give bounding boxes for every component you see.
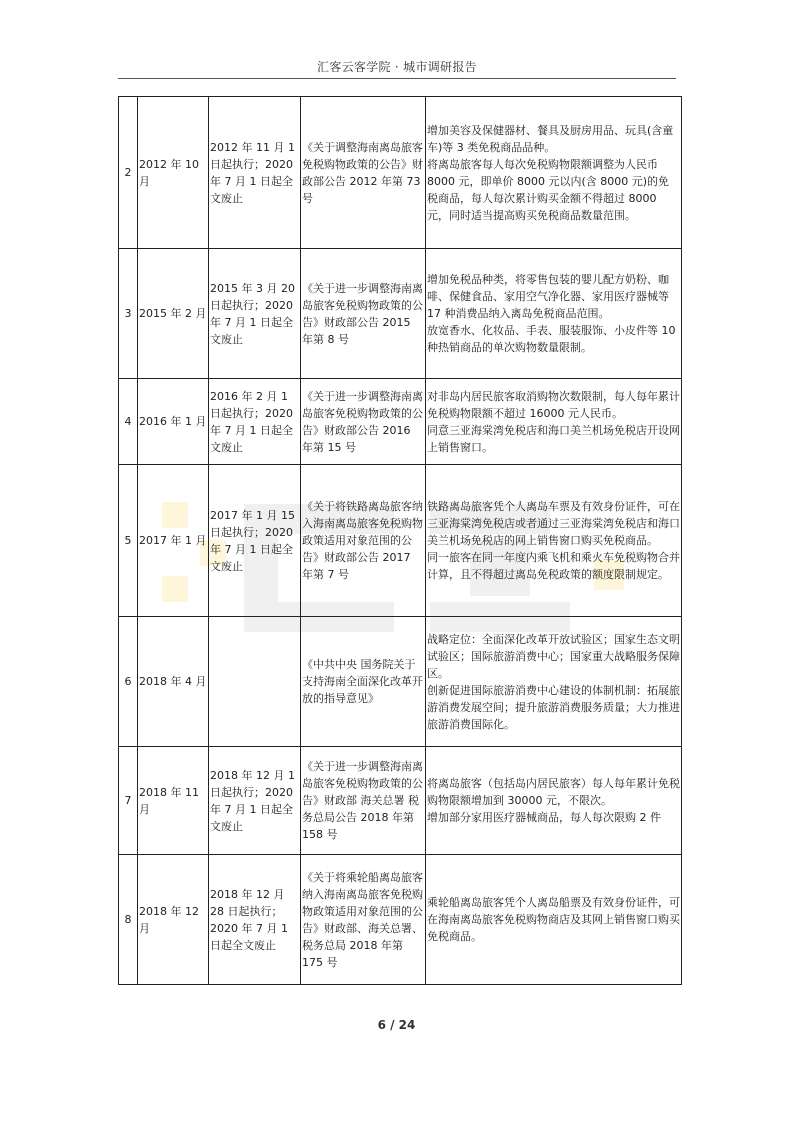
policy-document: 《中共中央 国务院关于支持海南全面深化改革开放的指导意见》 (301, 617, 426, 747)
content-paragraph: 对非岛内居民旅客取消购物次数限制，每人每年累计免税购物限额不超过 16000 元人民币。 (427, 389, 680, 420)
page-number: 6 / 24 (377, 1018, 416, 1032)
policy-document: 《关于将乘轮船离岛旅客纳入海南离岛旅客免税购物政策适用对象范围的公告》财政部、海关总署、税务总局 2018 年第 175 号 (301, 855, 426, 985)
release-date: 2018 年 4 月 (138, 617, 209, 747)
table-row (119, 465, 682, 617)
content-paragraph: 增加免税品种类，将零售包装的婴儿配方奶粉、咖啡、保健食品、家用空气净化器、家用医疗器械等 17 种消费品纳入离岛免税商品范围。 (427, 273, 669, 320)
effective-period (209, 617, 301, 747)
policy-content (426, 249, 682, 379)
content-paragraph: 同一旅客在同一年度内乘飞机和乘火车免税购物合并计算，且不得超过离岛免税政策的额度限制规定。 (427, 551, 680, 581)
release-date: 2018 年 11 月 (138, 747, 209, 855)
content-paragraph: 同意三亚海棠湾免税店和海口美兰机场免税店开设网上销售窗口。 (427, 423, 680, 454)
effective-period: 2015 年 3 月 20 日起执行；2020 年 7 月 1 日起全文废止 (209, 249, 301, 379)
row-index: 4 (119, 379, 138, 465)
effective-period: 2017 年 1 月 15 日起执行；2020 年 7 月 1 日起全文废止 (209, 465, 301, 617)
release-date: 2018 年 12 月 (138, 855, 209, 985)
policy-document: 《关于进一步调整海南离岛旅客免税购物政策的公告》财政部公告 2015 年第 8 号 (301, 249, 426, 379)
content-paragraph: 增加美容及保健器材、餐具及厨房用品、玩具(含童车)等 3 类免税商品品种。 (427, 123, 674, 154)
row-index: 7 (119, 747, 138, 855)
content-paragraph: 增加部分家用医疗器械商品，每人每次限购 2 件 (427, 811, 661, 824)
table-row (119, 747, 682, 855)
policy-document: 《关于调整海南离岛旅客免税购物政策的公告》财政部公告 2012 年第 73 号 (301, 97, 426, 249)
policy-table (118, 96, 682, 985)
content-paragraph: 将离岛旅客（包括岛内居民旅客）每人每年累计免税购物限额增加到 30000 元，不限次。 (427, 777, 680, 807)
policy-content (426, 379, 682, 465)
row-index: 3 (119, 249, 138, 379)
policy-content (426, 855, 682, 985)
content-paragraph: 创新促进国际旅游消费中心建设的体制机制：拓展旅游消费发展空间；提升旅游消费服务质量；大力推进旅游消费国际化。 (427, 683, 680, 731)
policy-content (426, 465, 682, 617)
release-date: 2015 年 2 月 (138, 249, 209, 379)
row-index: 8 (119, 855, 138, 985)
page-header-title: 汇客云客学院 · 城市调研报告 (317, 60, 477, 74)
content-paragraph: 放宽香水、化妆品、手表、服装服饰、小皮件等 10 种热销商品的单次购物数量限制。 (427, 324, 676, 354)
policy-content (426, 747, 682, 855)
policy-document: 《关于进一步调整海南离岛旅客免税购物政策的公告》财政部 海关总署 税务总局公告 2018 年第 158 号 (301, 747, 426, 855)
release-date: 2016 年 1 月 (138, 379, 209, 465)
content-paragraph: 将离岛旅客每人每次免税购物限额调整为人民币 8000 元，即单价 8000 元以内(含 8000 元)的免税商品，每人每次累计购买金额不得超过 8000 元，同时适当提高购买免税商品数量范围。 (427, 157, 670, 222)
release-date: 2012 年 10 月 (138, 97, 209, 249)
effective-period: 2016 年 2 月 1 日起执行；2020 年 7 月 1 日起全文废止 (209, 379, 301, 465)
effective-period: 2012 年 11 月 1 日起执行；2020 年 7 月 1 日起全文废止 (209, 97, 301, 249)
table-row (119, 249, 682, 379)
release-date: 2017 年 1 月 (138, 465, 209, 617)
table-row (119, 379, 682, 465)
policy-document: 《关于进一步调整海南离岛旅客免税购物政策的公告》财政部公告 2016 年第 15 号 (301, 379, 426, 465)
effective-period: 2018 年 12 月 28 日起执行；2020 年 7 月 1 日起全文废止 (209, 855, 301, 985)
policy-content (426, 97, 682, 249)
header-divider (118, 78, 676, 79)
content-paragraph: 铁路离岛旅客凭个人离岛车票及有效身份证件，可在三亚海棠湾免税店或者通过三亚海棠湾免税店和海口美兰机场免税店的网上销售窗口购买免税商品。 (427, 500, 680, 547)
content-paragraph: 乘轮船离岛旅客凭个人离岛船票及有效身份证件，可在海南离岛旅客免税购物商店及其网上销售窗口购买免税商品。 (427, 896, 680, 943)
row-index: 5 (119, 465, 138, 617)
table-row (119, 97, 682, 249)
row-index: 2 (119, 97, 138, 249)
table-row (119, 855, 682, 985)
policy-document: 《关于将铁路离岛旅客纳入海南离岛旅客免税购物政策适用对象范围的公告》财政部公告 2017 年第 7 号 (301, 465, 426, 617)
effective-period: 2018 年 12 月 1 日起执行；2020 年 7 月 1 日起全文废止 (209, 747, 301, 855)
table-row (119, 617, 682, 747)
content-paragraph: 战略定位：全面深化改革开放试验区；国家生态文明试验区；国际旅游消费中心；国家重大战略服务保障区。 (427, 632, 680, 680)
row-index: 6 (119, 617, 138, 747)
policy-content (426, 617, 682, 747)
